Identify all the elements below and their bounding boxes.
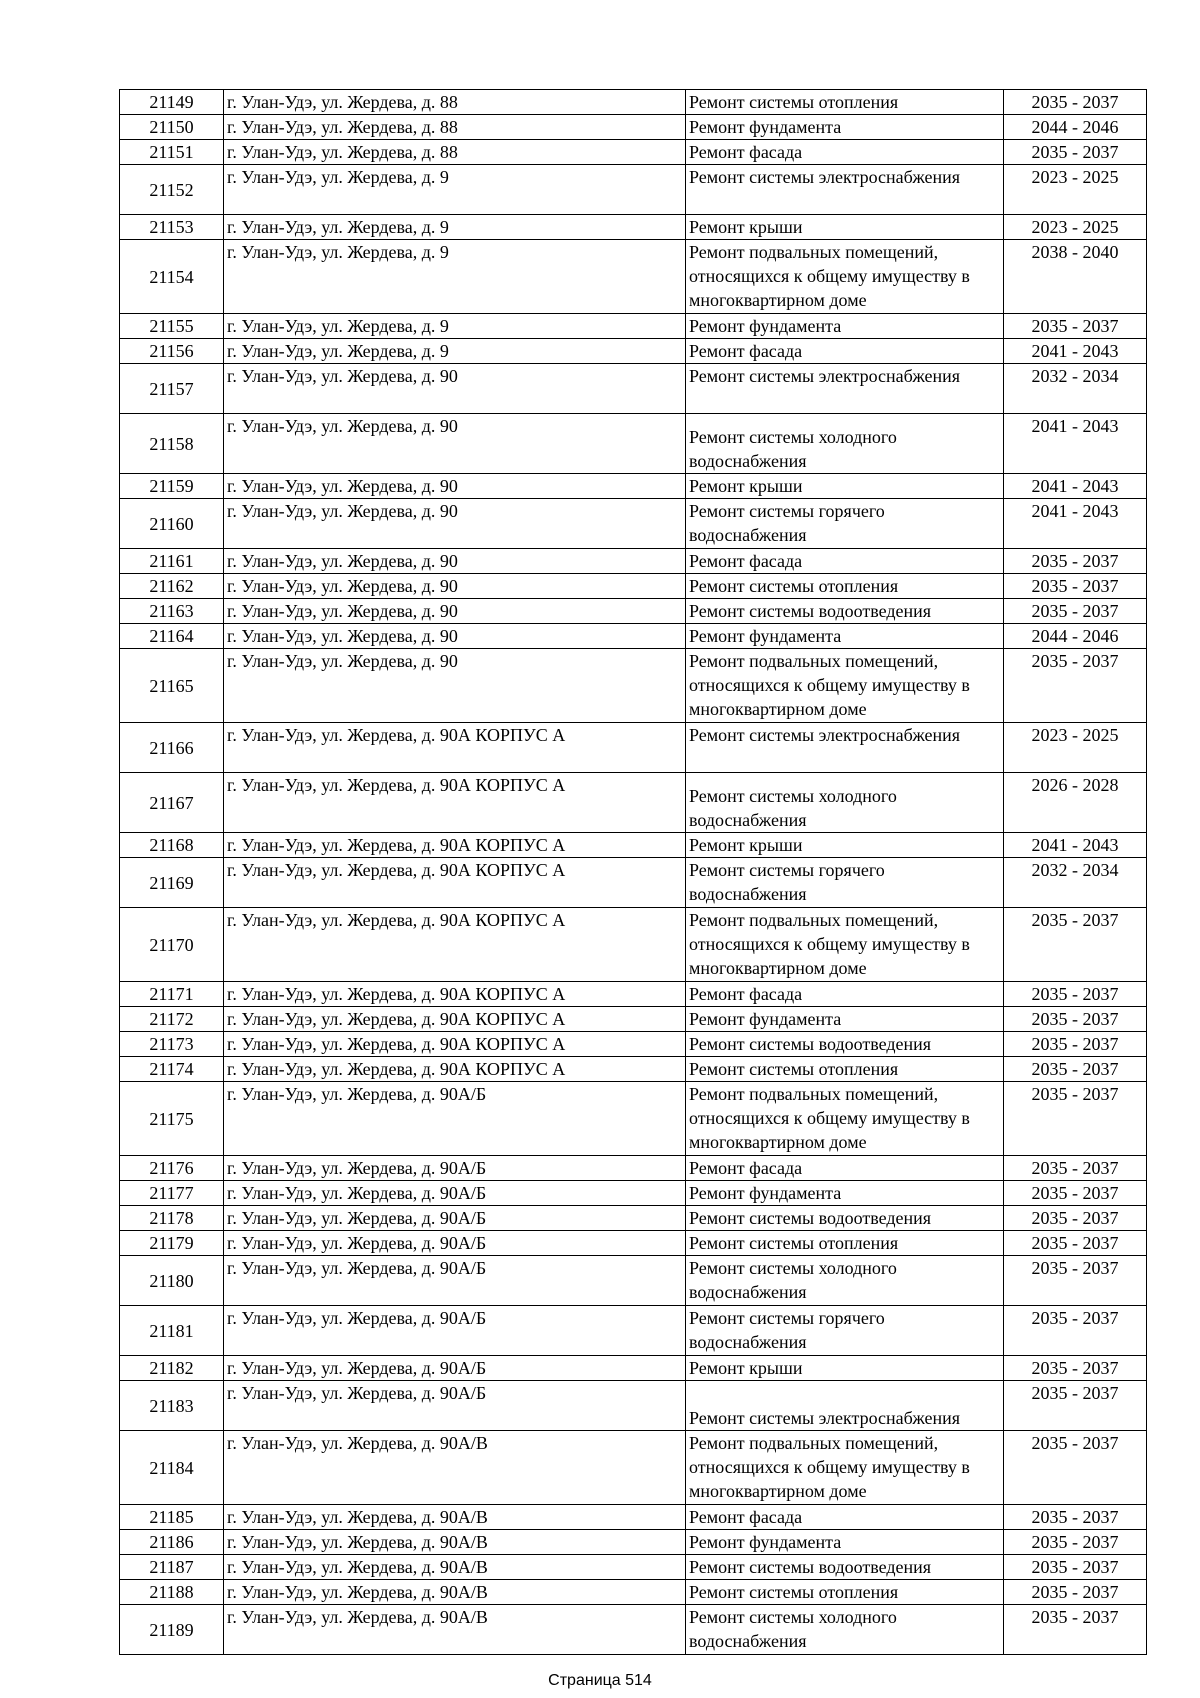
row-period: 2035 - 2037 xyxy=(1004,140,1147,165)
row-period: 2044 - 2046 xyxy=(1004,115,1147,140)
row-work-type: Ремонт системы водоотведения xyxy=(686,1032,1004,1057)
row-period: 2023 - 2025 xyxy=(1004,165,1147,215)
row-address: г. Улан-Удэ, ул. Жердева, д. 88 xyxy=(224,140,686,165)
row-work-type: Ремонт системы отопления xyxy=(686,574,1004,599)
row-period: 2038 - 2040 xyxy=(1004,240,1147,314)
row-period: 2041 - 2043 xyxy=(1004,474,1147,499)
row-address: г. Улан-Удэ, ул. Жердева, д. 90 xyxy=(224,649,686,723)
row-number: 21156 xyxy=(120,339,224,364)
table-row xyxy=(120,1505,1147,1530)
row-number: 21189 xyxy=(120,1605,224,1655)
row-number: 21171 xyxy=(120,982,224,1007)
table-row xyxy=(120,549,1147,574)
row-address: г. Улан-Удэ, ул. Жердева, д. 90 xyxy=(224,414,686,474)
row-period: 2041 - 2043 xyxy=(1004,339,1147,364)
table-row xyxy=(120,240,1147,314)
page-number: Страница 514 xyxy=(548,1672,652,1689)
row-address: г. Улан-Удэ, ул. Жердева, д. 90А/В xyxy=(224,1605,686,1655)
row-work-type: Ремонт системы холодного водоснабжения xyxy=(686,1256,1004,1306)
row-address: г. Улан-Удэ, ул. Жердева, д. 90 xyxy=(224,499,686,549)
row-number: 21185 xyxy=(120,1505,224,1530)
row-number: 21165 xyxy=(120,649,224,723)
row-number: 21162 xyxy=(120,574,224,599)
row-work-type: Ремонт фундамента xyxy=(686,314,1004,339)
row-address: г. Улан-Удэ, ул. Жердева, д. 90А/Б xyxy=(224,1381,686,1431)
row-period: 2035 - 2037 xyxy=(1004,1381,1147,1431)
table-row xyxy=(120,858,1147,908)
row-address: г. Улан-Удэ, ул. Жердева, д. 90 xyxy=(224,549,686,574)
row-address: г. Улан-Удэ, ул. Жердева, д. 90А КОРПУС А xyxy=(224,1007,686,1032)
row-number: 21158 xyxy=(120,414,224,474)
row-work-type: Ремонт фундамента xyxy=(686,115,1004,140)
row-work-type: Ремонт системы холодного водоснабжения xyxy=(686,1605,1004,1655)
row-address: г. Улан-Удэ, ул. Жердева, д. 90 xyxy=(224,364,686,414)
row-work-type: Ремонт системы водоотведения xyxy=(686,1206,1004,1231)
row-work-type: Ремонт крыши xyxy=(686,474,1004,499)
row-work-type: Ремонт системы электроснабжения xyxy=(686,1381,1004,1431)
row-period: 2044 - 2046 xyxy=(1004,624,1147,649)
row-period: 2035 - 2037 xyxy=(1004,649,1147,723)
table-row xyxy=(120,1381,1147,1431)
row-work-type: Ремонт крыши xyxy=(686,833,1004,858)
row-address: г. Улан-Удэ, ул. Жердева, д. 90А/Б xyxy=(224,1256,686,1306)
row-number: 21150 xyxy=(120,115,224,140)
row-address: г. Улан-Удэ, ул. Жердева, д. 90А/Б xyxy=(224,1356,686,1381)
row-period: 2035 - 2037 xyxy=(1004,314,1147,339)
table-row xyxy=(120,215,1147,240)
row-address: г. Улан-Удэ, ул. Жердева, д. 90А КОРПУС А xyxy=(224,1032,686,1057)
row-period: 2041 - 2043 xyxy=(1004,499,1147,549)
row-address: г. Улан-Удэ, ул. Жердева, д. 90А/Б xyxy=(224,1181,686,1206)
row-address: г. Улан-Удэ, ул. Жердева, д. 9 xyxy=(224,215,686,240)
table-row xyxy=(120,339,1147,364)
table-row xyxy=(120,833,1147,858)
table-body xyxy=(120,90,1147,1655)
row-number: 21182 xyxy=(120,1356,224,1381)
table-row xyxy=(120,1032,1147,1057)
row-address: г. Улан-Удэ, ул. Жердева, д. 90А/В xyxy=(224,1530,686,1555)
row-address: г. Улан-Удэ, ул. Жердева, д. 90А КОРПУС А xyxy=(224,908,686,982)
table-row xyxy=(120,1156,1147,1181)
row-address: г. Улан-Удэ, ул. Жердева, д. 9 xyxy=(224,165,686,215)
row-number: 21163 xyxy=(120,599,224,624)
table-row xyxy=(120,314,1147,339)
row-work-type: Ремонт фасада xyxy=(686,140,1004,165)
row-work-type: Ремонт системы отопления xyxy=(686,1580,1004,1605)
row-address: г. Улан-Удэ, ул. Жердева, д. 90А/Б xyxy=(224,1082,686,1156)
table-row xyxy=(120,649,1147,723)
row-number: 21153 xyxy=(120,215,224,240)
row-address: г. Улан-Удэ, ул. Жердева, д. 90А КОРПУС А xyxy=(224,1057,686,1082)
row-work-type: Ремонт фундамента xyxy=(686,1181,1004,1206)
row-work-type: Ремонт системы горячего водоснабжения xyxy=(686,858,1004,908)
row-number: 21188 xyxy=(120,1580,224,1605)
table-row xyxy=(120,908,1147,982)
row-number: 21183 xyxy=(120,1381,224,1431)
row-number: 21179 xyxy=(120,1231,224,1256)
table-row xyxy=(120,723,1147,773)
row-period: 2032 - 2034 xyxy=(1004,364,1147,414)
row-period: 2035 - 2037 xyxy=(1004,1431,1147,1505)
row-work-type: Ремонт системы водоотведения xyxy=(686,1555,1004,1580)
row-period: 2035 - 2037 xyxy=(1004,1605,1147,1655)
row-number: 21157 xyxy=(120,364,224,414)
row-number: 21184 xyxy=(120,1431,224,1505)
table-row xyxy=(120,1356,1147,1381)
row-number: 21167 xyxy=(120,773,224,833)
table-row xyxy=(120,1306,1147,1356)
row-period: 2035 - 2037 xyxy=(1004,1306,1147,1356)
table-row xyxy=(120,140,1147,165)
row-period: 2041 - 2043 xyxy=(1004,414,1147,474)
table-row xyxy=(120,474,1147,499)
row-address: г. Улан-Удэ, ул. Жердева, д. 90А/В xyxy=(224,1431,686,1505)
row-period: 2035 - 2037 xyxy=(1004,1206,1147,1231)
row-period: 2023 - 2025 xyxy=(1004,215,1147,240)
row-period: 2035 - 2037 xyxy=(1004,1007,1147,1032)
row-period: 2026 - 2028 xyxy=(1004,773,1147,833)
row-number: 21166 xyxy=(120,723,224,773)
row-work-type: Ремонт фасада xyxy=(686,982,1004,1007)
row-address: г. Улан-Удэ, ул. Жердева, д. 88 xyxy=(224,115,686,140)
row-address: г. Улан-Удэ, ул. Жердева, д. 9 xyxy=(224,339,686,364)
row-address: г. Улан-Удэ, ул. Жердева, д. 90А/В xyxy=(224,1505,686,1530)
row-number: 21149 xyxy=(120,90,224,115)
row-number: 21181 xyxy=(120,1306,224,1356)
row-number: 21152 xyxy=(120,165,224,215)
row-address: г. Улан-Удэ, ул. Жердева, д. 90 xyxy=(224,624,686,649)
row-address: г. Улан-Удэ, ул. Жердева, д. 90А/Б xyxy=(224,1206,686,1231)
row-number: 21173 xyxy=(120,1032,224,1057)
table-row xyxy=(120,1231,1147,1256)
table-row xyxy=(120,1082,1147,1156)
row-work-type: Ремонт подвальных помещений, относящихся к общему имуществу в многоквартирном доме xyxy=(686,649,1004,723)
repair-schedule-table xyxy=(119,89,1147,1655)
row-number: 21186 xyxy=(120,1530,224,1555)
table-row xyxy=(120,1007,1147,1032)
table-row xyxy=(120,414,1147,474)
row-period: 2035 - 2037 xyxy=(1004,1580,1147,1605)
row-period: 2035 - 2037 xyxy=(1004,1156,1147,1181)
row-work-type: Ремонт подвальных помещений, относящихся к общему имуществу в многоквартирном доме xyxy=(686,1431,1004,1505)
row-number: 21174 xyxy=(120,1057,224,1082)
row-work-type: Ремонт системы электроснабжения xyxy=(686,165,1004,215)
row-period: 2035 - 2037 xyxy=(1004,1032,1147,1057)
row-work-type: Ремонт фасада xyxy=(686,1505,1004,1530)
row-period: 2023 - 2025 xyxy=(1004,723,1147,773)
row-number: 21180 xyxy=(120,1256,224,1306)
row-work-type: Ремонт системы отопления xyxy=(686,90,1004,115)
row-address: г. Улан-Удэ, ул. Жердева, д. 88 xyxy=(224,90,686,115)
table-row xyxy=(120,574,1147,599)
row-work-type: Ремонт системы отопления xyxy=(686,1057,1004,1082)
table-row xyxy=(120,90,1147,115)
row-period: 2032 - 2034 xyxy=(1004,858,1147,908)
row-work-type: Ремонт системы холодного водоснабжения xyxy=(686,414,1004,474)
row-work-type: Ремонт крыши xyxy=(686,215,1004,240)
row-work-type: Ремонт системы горячего водоснабжения xyxy=(686,499,1004,549)
table-row xyxy=(120,1580,1147,1605)
row-number: 21155 xyxy=(120,314,224,339)
row-address: г. Улан-Удэ, ул. Жердева, д. 90А/В xyxy=(224,1580,686,1605)
table-row xyxy=(120,165,1147,215)
row-work-type: Ремонт системы электроснабжения xyxy=(686,364,1004,414)
row-work-type: Ремонт подвальных помещений, относящихся к общему имуществу в многоквартирном доме xyxy=(686,240,1004,314)
row-address: г. Улан-Удэ, ул. Жердева, д. 90А КОРПУС А xyxy=(224,982,686,1007)
row-work-type: Ремонт фундамента xyxy=(686,1530,1004,1555)
row-number: 21151 xyxy=(120,140,224,165)
row-address: г. Улан-Удэ, ул. Жердева, д. 90А КОРПУС А xyxy=(224,858,686,908)
row-number: 21175 xyxy=(120,1082,224,1156)
row-work-type: Ремонт фасада xyxy=(686,1156,1004,1181)
row-number: 21187 xyxy=(120,1555,224,1580)
row-number: 21154 xyxy=(120,240,224,314)
row-period: 2035 - 2037 xyxy=(1004,908,1147,982)
row-period: 2035 - 2037 xyxy=(1004,1505,1147,1530)
row-number: 21164 xyxy=(120,624,224,649)
table-row xyxy=(120,115,1147,140)
row-period: 2035 - 2037 xyxy=(1004,1530,1147,1555)
row-period: 2035 - 2037 xyxy=(1004,1082,1147,1156)
row-address: г. Улан-Удэ, ул. Жердева, д. 90А/Б xyxy=(224,1306,686,1356)
row-period: 2041 - 2043 xyxy=(1004,833,1147,858)
table-row xyxy=(120,624,1147,649)
row-number: 21177 xyxy=(120,1181,224,1206)
row-work-type: Ремонт системы электроснабжения xyxy=(686,723,1004,773)
row-address: г. Улан-Удэ, ул. Жердева, д. 90А КОРПУС А xyxy=(224,773,686,833)
row-work-type: Ремонт подвальных помещений, относящихся к общему имуществу в многоквартирном доме xyxy=(686,1082,1004,1156)
row-work-type: Ремонт системы горячего водоснабжения xyxy=(686,1306,1004,1356)
row-number: 21178 xyxy=(120,1206,224,1231)
row-address: г. Улан-Удэ, ул. Жердева, д. 90А/В xyxy=(224,1555,686,1580)
row-number: 21161 xyxy=(120,549,224,574)
table-row xyxy=(120,1057,1147,1082)
row-address: г. Улан-Удэ, ул. Жердева, д. 90А/Б xyxy=(224,1156,686,1181)
row-work-type: Ремонт крыши xyxy=(686,1356,1004,1381)
row-address: г. Улан-Удэ, ул. Жердева, д. 90 xyxy=(224,474,686,499)
row-period: 2035 - 2037 xyxy=(1004,1356,1147,1381)
row-work-type: Ремонт системы водоотведения xyxy=(686,599,1004,624)
row-number: 21176 xyxy=(120,1156,224,1181)
row-work-type: Ремонт подвальных помещений, относящихся к общему имуществу в многоквартирном доме xyxy=(686,908,1004,982)
row-period: 2035 - 2037 xyxy=(1004,1057,1147,1082)
table-row xyxy=(120,773,1147,833)
row-number: 21168 xyxy=(120,833,224,858)
row-work-type: Ремонт системы отопления xyxy=(686,1231,1004,1256)
table-row xyxy=(120,1181,1147,1206)
table-row xyxy=(120,1555,1147,1580)
row-address: г. Улан-Удэ, ул. Жердева, д. 90 xyxy=(224,599,686,624)
row-address: г. Улан-Удэ, ул. Жердева, д. 90А/Б xyxy=(224,1231,686,1256)
table-row xyxy=(120,1256,1147,1306)
row-address: г. Улан-Удэ, ул. Жердева, д. 90 xyxy=(224,574,686,599)
table-row xyxy=(120,982,1147,1007)
row-work-type: Ремонт фундамента xyxy=(686,624,1004,649)
row-number: 21160 xyxy=(120,499,224,549)
row-period: 2035 - 2037 xyxy=(1004,982,1147,1007)
row-address: г. Улан-Удэ, ул. Жердева, д. 9 xyxy=(224,240,686,314)
table-row xyxy=(120,1431,1147,1505)
row-address: г. Улан-Удэ, ул. Жердева, д. 90А КОРПУС А xyxy=(224,723,686,773)
row-address: г. Улан-Удэ, ул. Жердева, д. 9 xyxy=(224,314,686,339)
table-row xyxy=(120,599,1147,624)
row-work-type: Ремонт фасада xyxy=(686,549,1004,574)
row-period: 2035 - 2037 xyxy=(1004,1231,1147,1256)
row-work-type: Ремонт системы холодного водоснабжения xyxy=(686,773,1004,833)
table-row xyxy=(120,499,1147,549)
row-period: 2035 - 2037 xyxy=(1004,599,1147,624)
row-period: 2035 - 2037 xyxy=(1004,549,1147,574)
row-work-type: Ремонт фундамента xyxy=(686,1007,1004,1032)
row-number: 21159 xyxy=(120,474,224,499)
row-number: 21169 xyxy=(120,858,224,908)
table-row xyxy=(120,1605,1147,1655)
row-period: 2035 - 2037 xyxy=(1004,1555,1147,1580)
row-period: 2035 - 2037 xyxy=(1004,1256,1147,1306)
row-period: 2035 - 2037 xyxy=(1004,1181,1147,1206)
table-row xyxy=(120,1206,1147,1231)
row-number: 21170 xyxy=(120,908,224,982)
row-period: 2035 - 2037 xyxy=(1004,90,1147,115)
row-address: г. Улан-Удэ, ул. Жердева, д. 90А КОРПУС А xyxy=(224,833,686,858)
table-row xyxy=(120,364,1147,414)
row-number: 21172 xyxy=(120,1007,224,1032)
row-period: 2035 - 2037 xyxy=(1004,574,1147,599)
table-row xyxy=(120,1530,1147,1555)
row-work-type: Ремонт фасада xyxy=(686,339,1004,364)
